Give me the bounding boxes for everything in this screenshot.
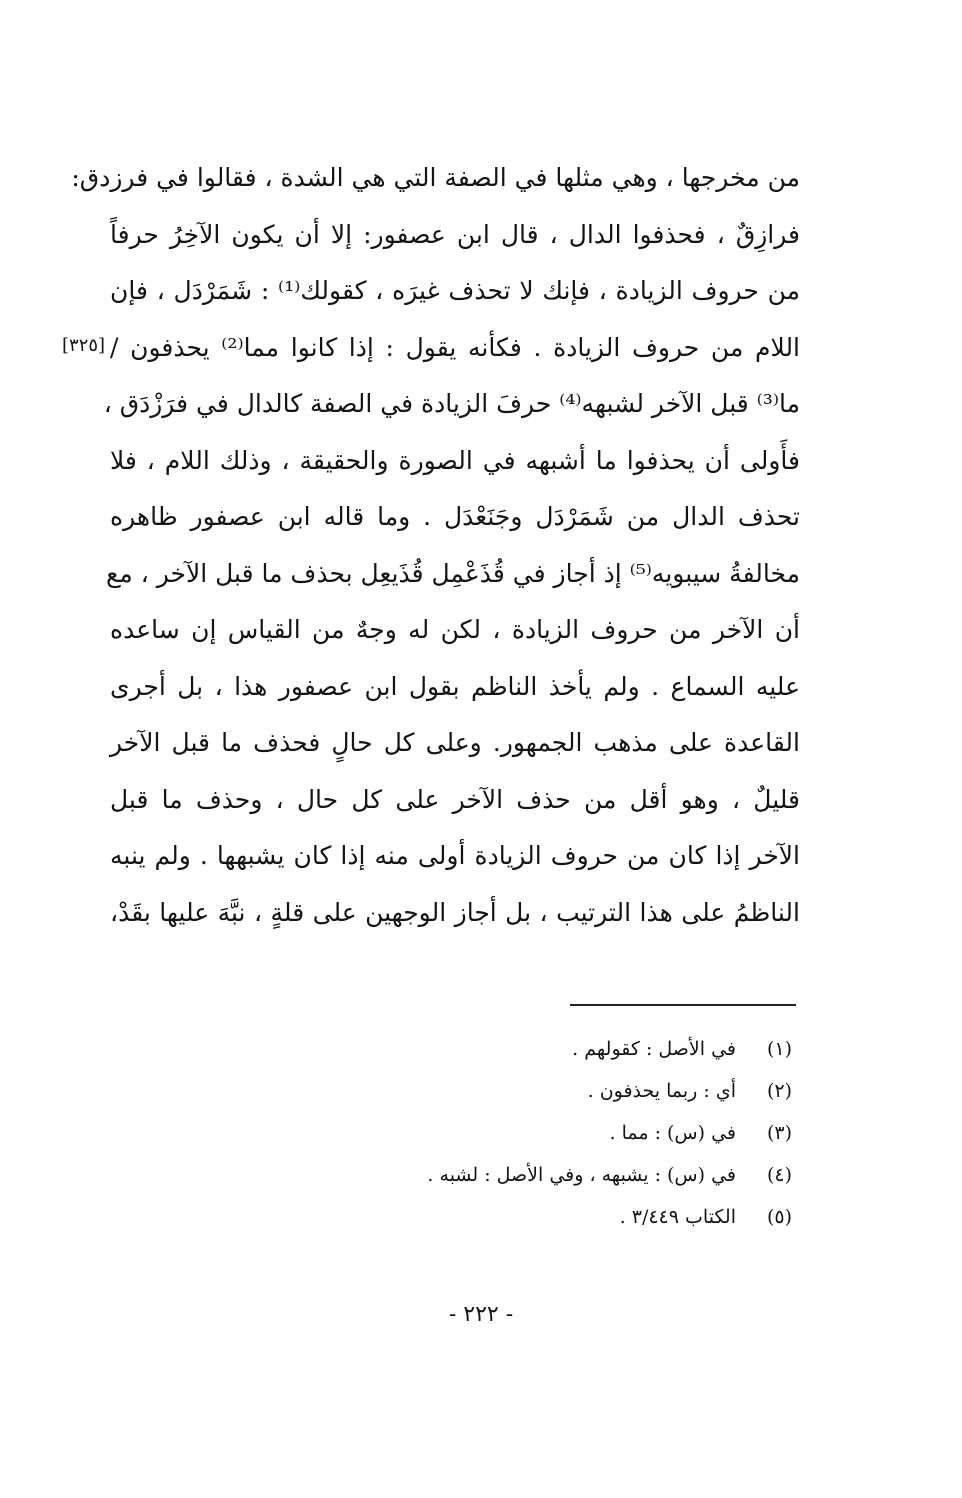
text-line: عليه السماع . ولم يأخذ الناظم بقول ابن عصفور هذا ، بل أجرى: [110, 671, 800, 701]
footnote-number: (٥): [766, 1206, 792, 1228]
text-line: أن الآخر من حروف الزيادة ، لكن له وجهٌ من القياس إن ساعده: [110, 615, 800, 644]
footnote-number: (١): [766, 1038, 792, 1060]
footnote: [427, 1028, 792, 1070]
text-line: اللام من حروف الزيادة . فكأنه يقول : إذا كانوا مما⁽²⁾ يحذفون /: [110, 332, 801, 362]
text-line: الناظمُ على هذا الترتيب ، بل أجاز الوجهين على قلةٍ ، نبَّهَ عليها بقَدْ،: [110, 897, 800, 927]
footnote-number: (٣): [766, 1122, 792, 1144]
text-line: قليلٌ ، وهو أقل من حذف الآخر على كل حال ، وحذف ما قبل: [110, 784, 800, 814]
footnote-text: في (س) : مما .: [609, 1122, 736, 1144]
footnote: [427, 1154, 792, 1196]
text-line: ما⁽³⁾ قبل الآخر لشبهه⁽⁴⁾ حرفَ الزيادة في الصفة كالدال في فرَزْدَق ،: [103, 389, 800, 418]
footnote: [427, 1070, 792, 1112]
page-number: - ٢٢٢ -: [448, 1302, 514, 1327]
footnotes: [427, 1028, 792, 1238]
text-line: مخالفةُ سيبويه⁽⁵⁾ إذ أجاز في قُذَعْمِل قُذَيعِل بحذف ما قبل الآخر ، مع: [106, 558, 800, 588]
text-line: فأَولى أن يحذفوا ما أشبهه في الصورة والحقيقة ، وذلك اللام ، فلا: [110, 445, 800, 475]
footnote-separator: [570, 1004, 796, 1006]
footnote-number: (٢): [766, 1080, 792, 1102]
text-line: تحذف الدال من شَمَرْدَل وجَنَعْدَل . وما قاله ابن عصفور ظاهره: [110, 502, 800, 531]
text-line: الآخر إذا كان من حروف الزيادة أولى منه إذا كان يشبهها . ولم ينبه: [110, 841, 800, 870]
text-line: من مخرجها ، وهي مثلها في الصفة التي هي الشدة ، فقالوا في فرزدق:: [71, 163, 800, 192]
footnote: [427, 1112, 792, 1154]
text-line: من حروف الزيادة ، فإنك لا تحذف غيرَه ، كقولك⁽¹⁾ : شَمَرْدَل ، فإن: [110, 276, 800, 305]
text-line: القاعدة على مذهب الجمهور. وعلى كل حالٍ فحذف ما قبل الآخر: [110, 728, 800, 757]
footnote-text: في (س) : يشبهه ، وفي الأصل : لشبه .: [427, 1164, 736, 1186]
text-line: فرازِقٌ ، فحذفوا الدال ، قال ابن عصفور: إلا أن يكون الآخِرُ حرفاً: [110, 219, 800, 249]
footnote-number: (٤): [766, 1164, 792, 1186]
footnote-text: في الأصل : كقولهم .: [572, 1038, 736, 1060]
footnote-text: أي : ربما يحذفون .: [587, 1080, 736, 1102]
footnote: [427, 1196, 792, 1238]
footnote-text: الكتاب ٣/٤٤٩ .: [619, 1206, 736, 1228]
manuscript-folio-marker: [٣٢٥]: [62, 335, 106, 356]
